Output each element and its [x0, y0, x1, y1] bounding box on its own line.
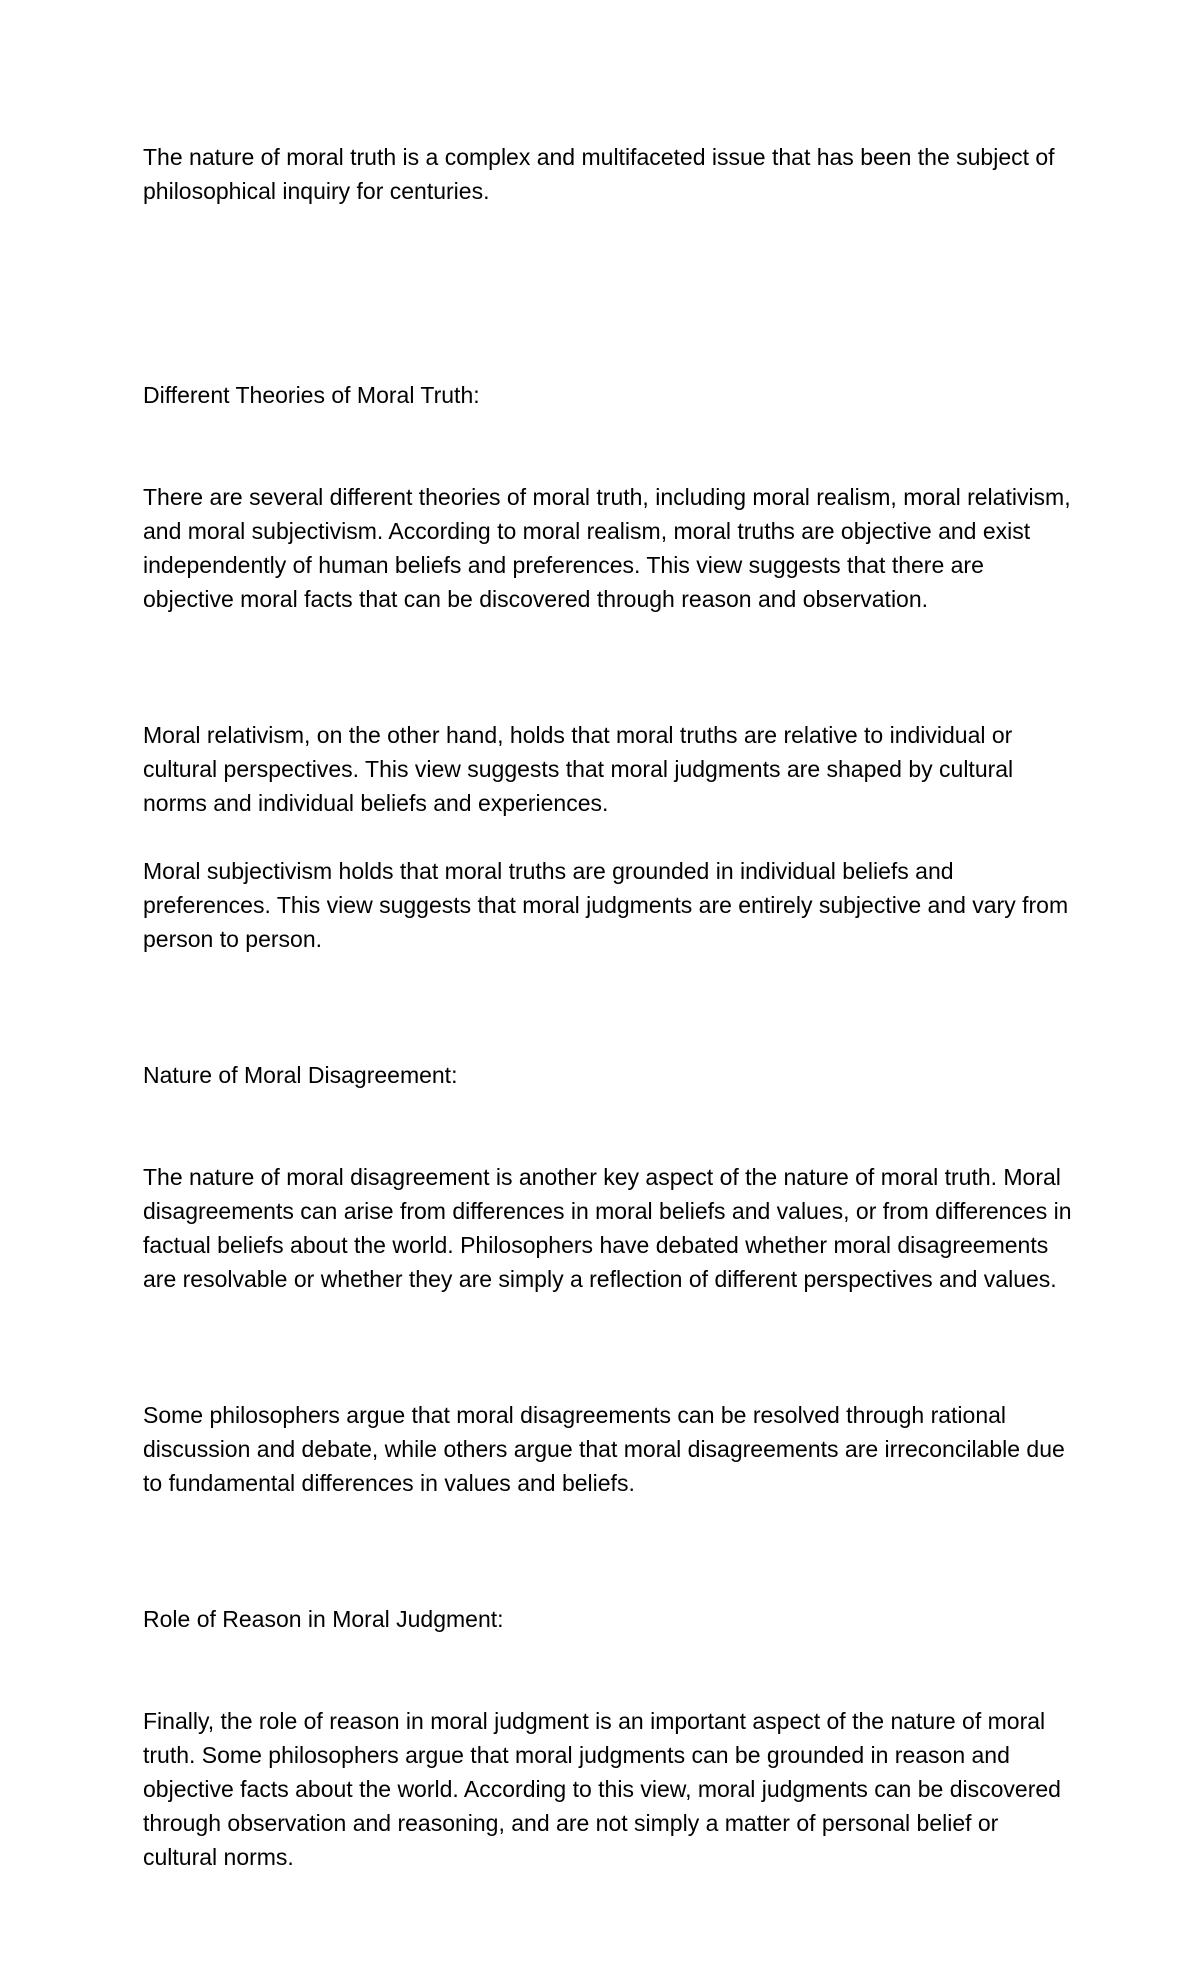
- section-theories: [143, 310, 1077, 684]
- section-heading-reason: Role of Reason in Moral Judgment:: [143, 1606, 504, 1632]
- paragraph-disagreement-resolution: Some philosophers argue that moral disagreements can be resolved through rational discussion and debate, while others argue that moral disagreements are irreconcilable due to fundamental differences in values and beliefs.: [143, 1402, 1072, 1496]
- section-disagreement: [143, 990, 1078, 1364]
- paragraph-disagreement-nature: The nature of moral disagreement is another key aspect of the nature of moral truth. Moral disagreements can arise from differences in moral beliefs and values, or from differences in factual beliefs about the world. Philosophers have debated whether moral disagreements are resolvable or whether they are simply a reflection of different perspectives and values.: [143, 1164, 1078, 1292]
- section-heading-theories: Different Theories of Moral Truth:: [143, 382, 480, 408]
- paragraph-moral-relativism: Moral relativism, on the other hand, holds that moral truths are relative to individual or cultural perspectives. This view suggests that moral judgments are shaped by cultural norms and individual beliefs and experiences.: [143, 722, 1020, 816]
- paragraph-moral-subjectivism: Moral subjectivism holds that moral truths are grounded in individual beliefs and preferences. This view suggests that moral judgments are entirely subjective and vary from person to person.: [143, 858, 1075, 952]
- document-body: [143, 140, 1078, 1976]
- paragraph-moral-realism: There are several different theories of moral truth, including moral realism, moral relativism, and moral subjectivism. According to moral realism, moral truths are objective and exist independently of human beliefs and preferences. This view suggests that there are objective moral facts that can be discovered through reason and observation.: [143, 484, 1077, 612]
- section-heading-disagreement: Nature of Moral Disagreement:: [143, 1062, 458, 1088]
- intro-paragraph: The nature of moral truth is a complex and multifaceted issue that has been the subject of philosophical inquiry for centuries.: [143, 144, 1061, 204]
- section-reason: [143, 1534, 1073, 1942]
- paragraph-role-of-reason: Finally, the role of reason in moral judgment is an important aspect of the nature of moral truth. Some philosophers argue that moral judgments can be grounded in reason and objective facts about the world. According to this view, moral judgments can be discovered through observation and reasoning, and are not simply a matter of personal belief or cultural norms.: [143, 1708, 1068, 1870]
